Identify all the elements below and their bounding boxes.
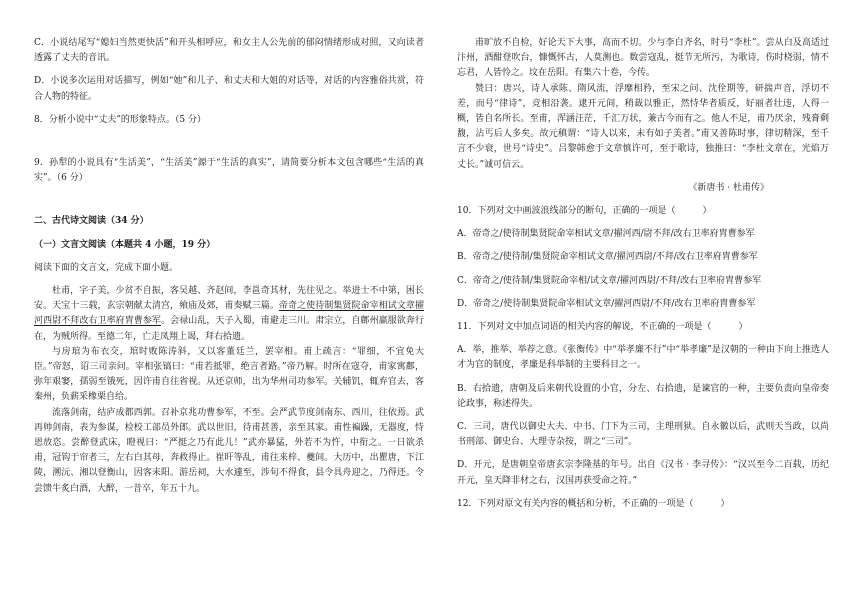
q10-option-b: B．帝奇之/使待制/集贤院命宰相试文章/擢河西尉/不拜/改右卫率府胄曹参军	[457, 252, 758, 263]
question-12: 12．下列对原文有关内容的概括和分析，不正确的一项是（ ）	[457, 498, 730, 509]
option-c: C．小说结尾写“媳妇当然更快活”和开头相呼应，和女主人公先前的郁闷情绪形成对照，又向读者透露了丈夫的音讯。	[34, 38, 424, 64]
q10-option-d: D．帝奇之/使待制集贤院命宰相试文章/擢河西尉/不拜/改右卫率府胄曹参军	[457, 298, 756, 309]
passage-text: 杜甫，字子美，少贫不自振，客吴越、齐赵间，李邕奇其材，先往见之。举进士不中第，困长安。天宝十三载，玄宗朝献太清宫，飨庙及郊，甫奏赋三篇。	[34, 286, 424, 312]
passage-paragraph-3: 流落剑南，结庐成都西郭。召补京兆功曹参军，不至。会严武节度剑南东、西川，往依焉。武再帅剑南，表为参谋，检校工部员外郎。武以世旧，待甫甚善，亲至其家。甫性褊躁，无器度，恃恩放恣。尝醉登武床，瞪视曰：“严挺之乃有此儿！”武亦暴猛，外若不为忤，中衔之。一日欲杀甫，冠钩于帘者三，左右白其母，奔救得止。崔旰等乱，甫往来梓、夔间。大历中，出瞿唐，下江陵，溯沅、湘以登衡山，因客耒阳。游岳祠，大水遽至，涉旬不得食，县令具舟迎之，乃得还。令尝馈牛炙白酒，大醉，一昔卒，年五十九。	[34, 407, 424, 494]
q11-option-c: C．三司，唐代以御史大夫、中书、门下为三司，主理刑狱。自永徽以后，武则天当政，以尚书刑部、御史台、大理寺杂按，谓之“三司”。	[457, 422, 829, 448]
q10-option-a: A．帝奇之/使待制集贤院命宰相试文章/擢河西/尉不拜/改右卫率府胄曹参军	[457, 229, 755, 240]
question-10: 10．下列对文中画波浪线部分的断句，正确的一项是（ ）	[457, 206, 712, 217]
question-9: 9．孙犁的小说具有“生活美”，“生活美”源于“生活的真实”，请简要分析本文包含哪些“生活的真实”。（6 分）	[34, 158, 424, 184]
question-11: 11．下列对文中加点词语的相关内容的解说，不正确的一项是（ ）	[457, 322, 748, 333]
q11-option-d: D．开元，是唐朝皇帝唐玄宗李隆基的年号。出自《汉书 · 李寻传》：“汉兴至今二百载，历纪开元，皇天降非材之右，汉国再获受命之符。”	[457, 460, 829, 486]
passage-paragraph-4: 甫旷放不自检，好论天下大事，高而不切。少与李白齐名，时号“李杜”。尝从白及高适过汴州，酒酣登吹台，慷慨怀古，人莫测也。数尝寇乱，挺节无所污，为歌诗，伤时桡弱，情不忘君，人皆怜之。坟在岳阳。有集六十卷，今传。	[457, 38, 829, 79]
subsection-heading: （一）文言文阅读（本题共 4 小题，19 分）	[34, 239, 216, 250]
right-column	[457, 36, 829, 512]
passage-paragraph-1	[34, 284, 424, 345]
left-column	[34, 36, 424, 497]
source-citation: 《新唐书 · 杜甫传》	[688, 182, 769, 193]
q11-option-b: B．右拾遗，唐朝及后来朝代设置的小官，分左、右拾遗，是谏官的一种，主要负责向皇帝奏论政事，称述得失。	[457, 383, 829, 409]
passage-text: 。会禄山乱，天子入蜀，甫避走三川。肃宗立，自鄜州羸服欲奔行在，为贼所得。至德二年，亡走凤翔上谒，拜右拾遗。	[34, 316, 424, 342]
passage-paragraph-2: 与房琯为布衣交，琯时败陈涛斜，又以客董廷兰，罢宰相。甫上疏言：“罪细，不宜免大臣。”帝怒，诏三司亲问。宰相张镐曰：“甫若抵罪，绝言者路。”帝乃解。时所在寇夺，甫家寓鄜，弥年艰窭，孺弱至饿死，因许甫自往省视。从还京师，出为华州司功参军。关辅饥，辄弃官去，客秦州，负薪采橡栗自给。	[34, 346, 424, 403]
passage-paragraph-5: 赞曰：唐兴，诗人承陈、隋风流，浮靡相矜，至宋之问、沈佺期等，研揣声音，浮切不差，而号“律诗”，竞相沿袭。逮开元间，稍裁以雅正，然恃华者质反，好丽者壮违，人得一概，皆自名所长。至甫，浑涵汪茫，千汇万状，兼古今而有之。他人不足，甫乃厌余，残膏剩馥，沾丐后人多矣。故元稹谓：“诗人以来，未有如子美者。”甫又善陈时事，律切精深，至千言不少衰，世号“诗史”。吕黎韩愈于文章慎许可，至于歌诗，独推曰：“李杜文章在，光焰万丈长。”诚可信云。	[457, 83, 829, 170]
reading-instruction: 阅读下面的文言文，完成下面小题。	[34, 262, 179, 273]
q11-option-a: A．举，推举、举荐之意。《张衡传》中“举孝廉不行”中“举孝廉”是汉朝的一种由下向上推选人才为官的制度，孝廉是科举制的主要科目之一。	[457, 345, 829, 371]
question-8: 8．分析小说中“丈夫”的形象特点。（5 分）	[34, 114, 207, 125]
wavy-underlined-text: 帝奇之使待制集贤院命宰相试文章擢河西尉不拜改右卫率府胄曹参军	[34, 301, 424, 327]
q10-option-c: C．帝奇之/使待制/集贤院命宰相/试文章/擢河西尉/不拜/改右卫率府胄曹参军	[457, 275, 762, 286]
section-heading: 二、古代诗文阅读（34 分）	[34, 216, 149, 227]
option-d: D．小说多次运用对话描写，例如“她”和儿子、和丈夫和大姐的对话等，对话的内容雅俗共赏，符合人物的特征。	[34, 76, 424, 102]
